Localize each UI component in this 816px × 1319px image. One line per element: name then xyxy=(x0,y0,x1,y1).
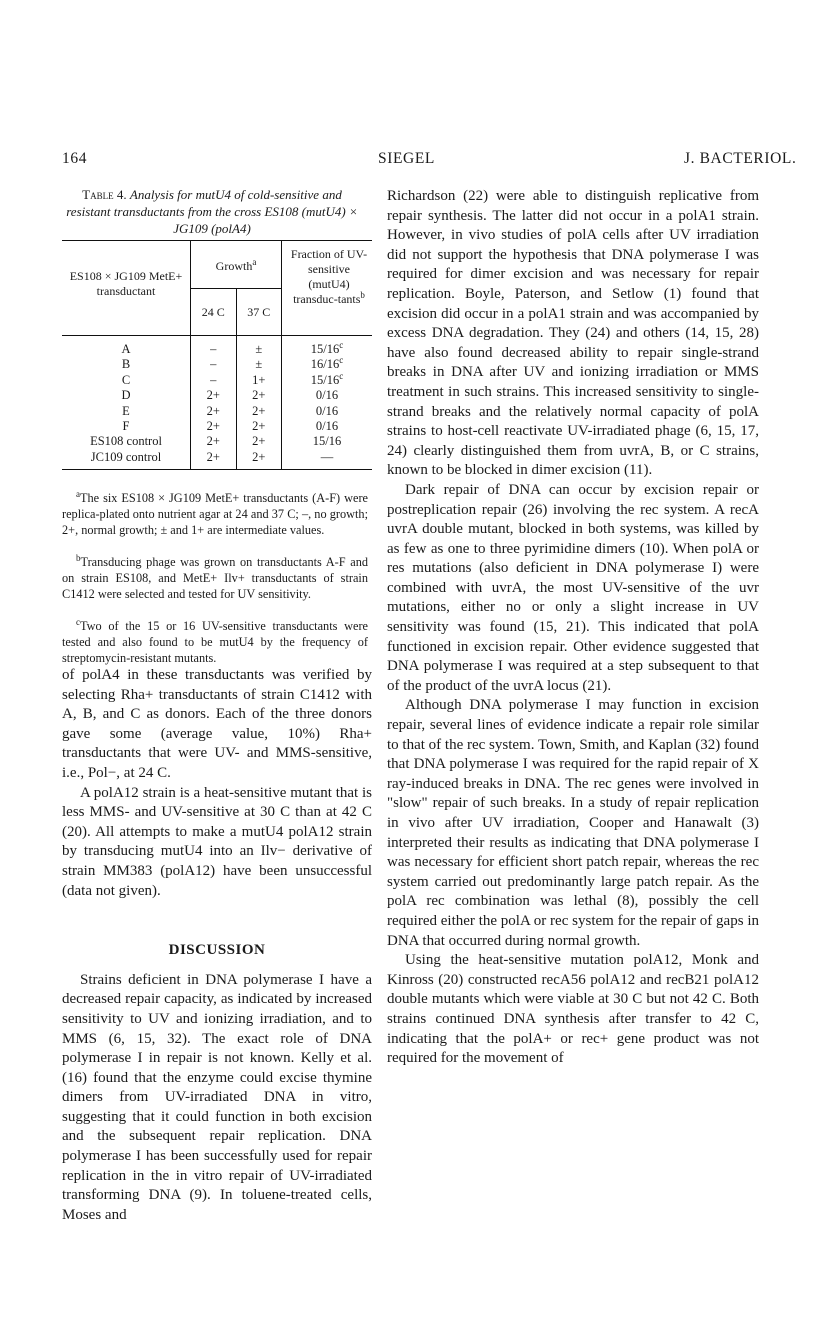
growth-37c: 2+ xyxy=(236,404,282,419)
footnote-mark: a xyxy=(252,257,257,267)
fraction-value: 15/16 xyxy=(310,372,340,387)
paragraph: of polA4 in these transductants was verified by selecting Rha+ transductants of strain C1412 with A, B, and C as donors. Each of the three donors gave some (average value, 10%) Rha+ transductants that were UV- and MMS-sensitive, i.e., Pol−, at 24 C. xyxy=(62,667,372,781)
footnote-a: $^a$The six ES108 × JG109 MetE+ transductants (A-F) were replica-plated onto nutrient agar at 24 and 37 C; –, no growth; 2+, normal growth; ± and 1+ are intermediate values. xyxy=(62,488,368,537)
table-caption xyxy=(62,186,362,237)
page-number: 164 xyxy=(62,150,88,167)
growth-37c: 2+ xyxy=(236,434,282,449)
paragraph: Although DNA polymerase I may function in excision repair, several lines of evidence indicate a repair role similar to that of the rec system. Town, Smith, and Kaplan (32) found that DNA polymerase I was required for the rapid repair of X ray-induced breaks in DNA. The rec genes were involved in "slow" repair of such breaks. In a study of repair replication in vivo after UV irradiation, Cooper and Hanawalt (3) interpreted their results as indicating that DNA polymerase I was necessary for efficient short patch repair, whereas the rec system carried out predominantly large patch repair. As the polA rec combination was lethal (8), possibly the cell required either the polA or rec system for the repair of gaps in DNA that occurred during normal growth. xyxy=(387,697,759,949)
col-header-transductant: ES108 × JG109 MetE+ transductant xyxy=(69,269,183,298)
growth-37c: ± xyxy=(236,357,282,372)
growth-24c: 2+ xyxy=(191,388,237,403)
col-header-growth: Growth xyxy=(215,259,253,273)
footnote-b: $^b$Transducing phage was grown on transductants A-F and on strain ES108, and MetE+ Ilv+ transductants of strain C1412 were selected and tested for UV sensitivity. xyxy=(62,552,368,601)
growth-37c: 2+ xyxy=(236,388,282,403)
footnote-c: $^c$Two of the 15 or 16 UV-sensitive transductants were tested and also found to be mutU4 by the frequency of streptomycin-resistant mutants. xyxy=(62,616,368,665)
paragraph: A polA12 strain is a heat-sensitive mutant that is less MMS- and UV-sensitive at 30 C than at 42 C (20). All attempts to make a mutU4 polA12 strain by transducing mutU4 into an Ilv− derivative of strain MM383 (polA12) have been unsuccessful (data not given). xyxy=(62,784,372,899)
row-label: E xyxy=(122,403,130,418)
right-column xyxy=(387,187,759,1069)
running-head-author: SIEGEL xyxy=(378,150,435,167)
row-label: F xyxy=(122,419,130,434)
col-header-37c: 37 C xyxy=(247,304,271,319)
row-label: C xyxy=(121,372,131,387)
table-row xyxy=(62,450,372,470)
fraction-value: 0/16 xyxy=(315,388,339,403)
paragraph: Richardson (22) were able to distinguish replicative from repair synthesis. The latter did not occur in a polA1 strain. However, in vivo studies of polA cells after UV irradiation did not support the hypothesis that DNA polymerase I was required for dimer excision and was necessary for repair replication. Boyle, Paterson, and Setlow (1) found that excision did occur in a polA1 strain and was accompanied by excess DNA degradation. They (24) and others (14, 15, 28) have also found decreased ability to repair single-strand breaks in DNA after UV and ionizing irradiation or MMS treatment in such strains. This increased sensitivity to single-strand breaks and the relatively normal capacity of polA strains to host-cell reactivate UV-irradiated phage (6, 15, 17, 24) clearly distinguished them from uvrA, B, or C strains, known to be blocked in dimer excision (11). xyxy=(387,188,759,479)
table-4 xyxy=(62,240,372,470)
growth-24c: 2+ xyxy=(191,434,237,449)
footnote-c-text: Two of the 15 or 16 UV-sensitive transductants were tested and also found to be mutU4 by the frequency of streptomycin-resistant mutants. xyxy=(62,619,368,665)
footnote-mark: c xyxy=(339,370,344,381)
growth-24c: – xyxy=(191,373,237,388)
table-row xyxy=(62,388,372,403)
footnote-mark: c xyxy=(339,339,344,350)
fraction-value: 15/16 xyxy=(310,342,340,356)
running-head-journal: J. BACTERIOL. xyxy=(684,150,797,167)
footnote-b-text: Transducing phage was grown on transductants A-F and on strain ES108, and MetE+ Ilv+ transductants of strain C1412 were selected and tested for UV sensitivity. xyxy=(62,555,368,601)
growth-37c: ± xyxy=(236,336,282,358)
growth-37c: 2+ xyxy=(236,419,282,434)
section-heading-discussion: DISCUSSION xyxy=(168,942,266,959)
footnote-a-text: The six ES108 × JG109 MetE+ transductants (A-F) were replica-plated onto nutrient agar at 24 and 37 C; –, no growth; 2+, normal growth; ± and 1+ are intermediate values. xyxy=(62,491,368,537)
table-row xyxy=(62,336,372,358)
table-title: Analysis for mutU4 of cold-sensitive and resistant transductants from the cross ES108 (mutU4) × JG109 (polA4) xyxy=(66,187,358,236)
footnote-mark: c xyxy=(339,355,344,366)
paragraph: Dark repair of DNA can occur by excision repair or postreplication repair (26) involving the rec system. A recA uvrA double mutant, blocked in both systems, was killed by as few as one to three pyrimidine dimers (10). When polA or res mutations (also deficient in DNA polymerase I) were combined with uvrA, the most UV-sensitive of the uvr mutations, either no or only a slight increase in UV sensitivity was found (15, 21). This indicated that polA functioned in excision repair. Other evidence suggested that DNA polymerase I was required at a step subsequent to that of the product of the uvrA locus (21). xyxy=(387,481,759,694)
fraction-value: 15/16 xyxy=(312,434,342,449)
row-label: A xyxy=(121,342,131,356)
row-label: ES108 control xyxy=(90,434,162,449)
fraction-value: — xyxy=(320,449,334,464)
growth-24c: – xyxy=(191,357,237,372)
paragraph: Using the heat-sensitive mutation polA12, Monk and Kinross (20) constructed recA56 polA12 and recB21 polA12 double mutants which were viable at 30 C but not 42 C. Both strains continued DNA synthesis after transfer to 42 C, indicating that the polA+ or rec+ gene product was not required for the movement of xyxy=(387,952,759,1067)
growth-24c: 2+ xyxy=(191,419,237,434)
row-label: D xyxy=(121,388,131,403)
fraction-value: 0/16 xyxy=(315,403,339,418)
left-column xyxy=(62,666,372,1225)
paragraph: Strains deficient in DNA polymerase I have a decreased repair capacity, as indicated by increased sensitivity to UV and ionizing irradiation, and to MMS (6, 15, 32). The exact role of DNA polymerase I in repair is not known. Kelly et al. (16) found that the enzyme could excise thymine dimers from UV-irradiated DNA in vitro, suggesting that it could function in both excision and the subsequent repair replication. DNA polymerase I has been successfully used for repair replication in the in vitro repair of UV-irradiated transforming DNA (9). In toluene-treated cells, Moses and xyxy=(62,971,372,1223)
table-row xyxy=(62,419,372,434)
table-row xyxy=(62,373,372,388)
row-label: B xyxy=(121,357,131,372)
growth-24c: 2+ xyxy=(191,404,237,419)
row-label: JC109 control xyxy=(90,449,162,464)
table-label: Table 4. xyxy=(82,187,127,202)
col-header-fraction: Fraction of UV-sensitive (mutU4) transduc-tants xyxy=(290,247,368,306)
fraction-value: 0/16 xyxy=(315,419,339,434)
fraction-value: 16/16 xyxy=(310,357,340,372)
growth-24c: 2+ xyxy=(191,450,237,470)
footnote-mark: b xyxy=(360,290,365,300)
growth-37c: 1+ xyxy=(236,373,282,388)
growth-37c: 2+ xyxy=(236,450,282,470)
table-row xyxy=(62,434,372,449)
col-header-24c: 24 C xyxy=(201,304,225,319)
growth-24c: – xyxy=(191,336,237,358)
table-row xyxy=(62,357,372,372)
table-row xyxy=(62,404,372,419)
